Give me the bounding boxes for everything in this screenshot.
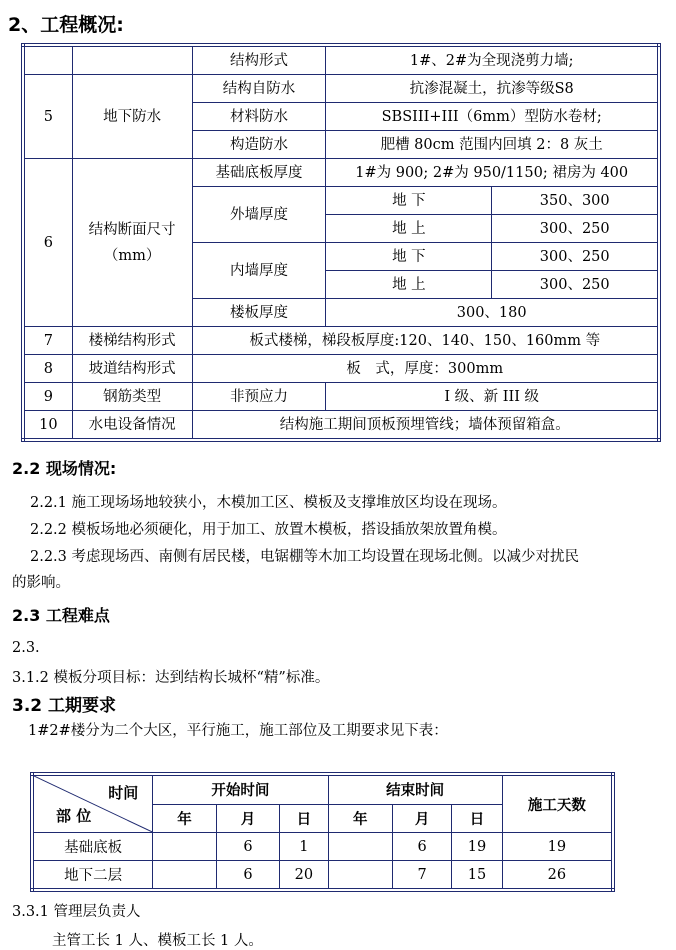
value-cell: 350、300 [492,187,659,215]
day-header: 日 [452,804,502,833]
paragraph: 2.3. [12,640,40,656]
paragraph: 主管工长 1 人、模板工长 1 人。 [52,933,263,949]
table-row [23,355,659,383]
category-cell: 坡道结构形式 [72,355,192,383]
paragraph: 2.2.2 模板场地必须硬化，用于加工、放置木模板，搭设插放架放置角模。 [30,522,507,538]
table-row [23,383,659,411]
table-row [32,833,613,861]
end-month-cell: 7 [392,861,451,891]
table-row [23,411,659,441]
part-cell: 基础底板 [32,833,153,861]
table-row [23,75,659,103]
subcategory-cell: 材料防水 [192,103,326,131]
subcategory-cell: 构造防水 [192,131,326,159]
corner-label-time: 时间 [108,784,139,802]
start-time-header: 开始时间 [153,774,328,804]
subcategory-cell: 结构形式 [192,45,326,75]
value-cell: I 级、新 III 级 [326,383,659,411]
table-row [23,45,659,75]
row-number: 5 [23,75,72,159]
paragraph: 的影响。 [12,575,70,591]
row-number [23,45,72,75]
row-number: 9 [23,383,72,411]
end-time-header: 结束时间 [328,774,502,804]
value-cell: 板 式，厚度：300mm [192,355,659,383]
category-cell: 地下防水 [72,75,192,159]
category-cell: 楼梯结构形式 [72,327,192,355]
year-header: 年 [153,804,216,833]
level-label: 地 上 [326,271,492,299]
start-year-cell [153,861,216,891]
section-heading-2-3: 2.3 工程难点 [12,606,110,625]
value-cell: 板式楼梯，梯段板厚度:120、140、150、160mm 等 [192,327,659,355]
start-day-cell: 1 [280,833,328,861]
subcategory-cell: 基础底板厚度 [192,159,326,187]
subcategory-cell: 楼板厚度 [192,299,326,327]
corner-label-part: 部 位 [56,807,92,825]
value-cell: 1#为 900; 2#为 950/1150; 裙房为 400 [326,159,659,187]
row-number: 8 [23,355,72,383]
end-day-cell: 19 [452,833,502,861]
table-row [23,327,659,355]
days-cell: 19 [502,833,613,861]
row-number: 10 [23,411,72,441]
month-header: 月 [216,804,279,833]
start-month-cell: 6 [216,833,279,861]
category-cell: 水电设备情况 [72,411,192,441]
row-number: 6 [23,159,72,327]
value-cell: 1#、2#为全现浇剪力墙; [326,45,659,75]
day-header: 日 [280,804,328,833]
level-label: 地 上 [326,215,492,243]
start-year-cell [153,833,216,861]
value-cell: 300、250 [492,243,659,271]
value-cell: SBSIII+III（6mm）型防水卷材; [326,103,659,131]
end-year-cell [328,833,392,861]
value-cell: 300、180 [326,299,659,327]
start-day-cell: 20 [280,861,328,891]
section-heading-2: 2、工程概况: [8,14,124,36]
paragraph: 1#2#楼分为二个大区，平行施工，施工部位及工期要求见下表： [28,723,448,739]
subcategory-cell: 结构自防水 [192,75,326,103]
paragraph: 3.3.1 管理层负责人 [12,904,141,920]
days-cell: 26 [502,861,613,891]
end-day-cell: 15 [452,861,502,891]
value-cell: 结构施工期间顶板预埋管线；墙体预留箱盒。 [192,411,659,441]
paragraph: 3.1.2 模板分项目标：达到结构长城杯“精”标准。 [12,670,330,686]
paragraph: 2.2.3 考虑现场西、南侧有居民楼，电锯棚等木加工均设置在现场北侧。以减少对扰民 [30,549,580,565]
level-label: 地 下 [326,243,492,271]
value-cell: 肥槽 80cm 范围内回填 2：8 灰土 [326,131,659,159]
category-cell [72,159,192,327]
section-heading-2-2: 2.2 现场情况: [12,459,117,478]
paragraph: 2.2.1 施工现场场地较狭小，木模加工区、模板及支撑堆放区均设在现场。 [30,495,507,511]
category-cell: 钢筋类型 [72,383,192,411]
subcategory-cell: 内墙厚度 [192,243,326,299]
value-cell: 抗渗混凝土，抗渗等级S8 [326,75,659,103]
level-label: 地 下 [326,187,492,215]
row-number: 7 [23,327,72,355]
table-row [32,861,613,891]
project-overview-table [21,43,661,442]
month-header: 月 [392,804,451,833]
value-cell: 300、250 [492,215,659,243]
schedule-table [30,772,615,892]
end-month-cell: 6 [392,833,451,861]
category-unit: （mm） [103,247,161,264]
category-line: 结构断面尺寸 [88,221,176,238]
year-header: 年 [328,804,392,833]
days-header: 施工天数 [502,774,613,833]
part-cell: 地下二层 [32,861,153,891]
diagonal-header-cell [32,774,153,833]
subcategory-cell: 非预应力 [192,383,326,411]
subcategory-cell: 外墙厚度 [192,187,326,243]
start-month-cell: 6 [216,861,279,891]
end-year-cell [328,861,392,891]
table-row [23,159,659,187]
table-header-row [32,774,613,804]
section-heading-3-2: 3.2 工期要求 [12,696,117,716]
value-cell: 300、250 [492,271,659,299]
category-cell [72,45,192,75]
